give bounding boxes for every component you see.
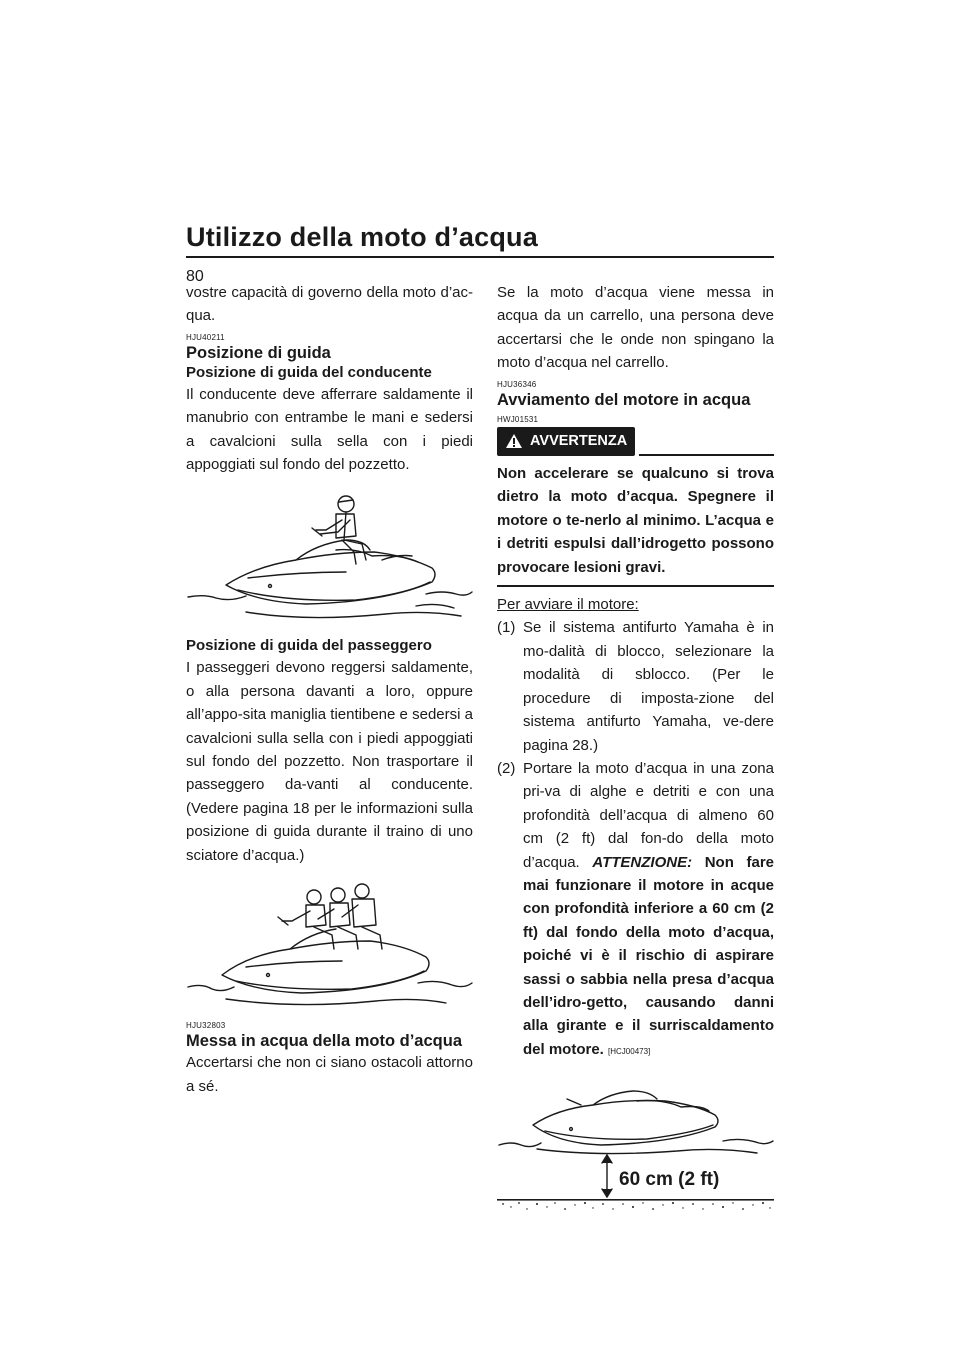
step-number: (2) [497,759,516,777]
launch-text: Accertarsi che non ci siano ostacoli attorno a sé. [186,1054,473,1095]
caution-text: Non fare mai funzionare il motore in acque con profondità inferiore a 60 cm (2 ft) dal fondo della moto d’acqua, poiché vi è il rischio di aspirare sassi o sabbia nella presa d’acqua dell’idro-getto, causando danni alla girante e il surriscaldamento del motore. [523,853,775,1058]
caution-label: ATTENZIONE: [592,853,693,871]
left-column [186,281,473,1098]
section-title-launching: Messa in acqua della moto d’acqua [186,1032,462,1051]
reference-code: HJU36346 [497,379,537,389]
page-number: 80 [186,268,204,285]
step-number: (1) [497,619,516,637]
caution-code: [HCJ00473] [608,1046,651,1056]
warning-divider [639,454,774,456]
section-title-starting-engine: Avviamento del motore in acqua [497,390,751,409]
step-content [523,757,774,1063]
intro-text: vostre capacità di governo della moto d’ac-qua. [186,284,473,325]
driver-text: Il conducente deve afferrare saldamente il manubrio con entrambe le mani e sedersi a cavalcioni sulla sella con i piedi appoggiati sul fondo del pozzetto. [186,385,473,474]
list-item [497,616,774,756]
reference-code: HWJ01531 [497,414,539,424]
warning-triangle-icon [505,433,523,449]
step-text: Portare la moto d’acqua in una zona pri-va di alghe e detriti e con una profondità dell’acqua di almeno 60 cm (2 ft) dal fon-do della moto d’acqua. [523,759,774,871]
warning-divider [497,585,774,587]
list-item [497,757,774,1063]
passengers-illustration [186,883,473,1013]
seabed-texture [497,1199,774,1210]
warning-badge [497,427,635,456]
passenger-heading: Posizione di guida del passeggero [186,637,432,655]
passenger-text: I passeggeri devono reggersi saldamente, o alla persona davanti a loro, oppure all’appo-sita maniglia tientibene e sedersi a cavalcioni sulla sella con i piedi appoggiati sul fondo del pozzetto. Non trasportare il passeggero da-vanti al conducente. (Vedere pagina 18 per le informazioni sulla posizione di guida durante il traino di uno sciatore d’acqua.) [186,659,473,864]
depth-illustration [497,1083,774,1213]
launch-continued-text: Se la moto d’acqua viene messa in acqua da un carrello, una persona deve accertarsi che le onde non spingano la moto d’acqua nel carrello. [497,284,774,372]
reference-code: HJU40211 [186,332,225,342]
reference-code: HJU32803 [186,1021,226,1031]
warning-text: Non accelerare se qualcuno si trova dietro la moto d’acqua. Spegnere il motore o te-nerlo al minimo. L’acqua e i detriti espulsi dall’idrogetto possono provocare lesioni gravi. [497,465,774,576]
page-title: Utilizzo della moto d’acqua [186,222,538,252]
warning-label: AVVERTENZA [530,432,628,449]
right-column [497,281,774,1213]
driver-heading: Posizione di guida del conducente [186,363,432,381]
procedure-steps [497,616,774,1063]
depth-label: 60 cm (2 ft) [619,1169,720,1191]
warning-header [497,427,774,456]
section-title-riding-position: Posizione di guida [186,343,331,362]
title-divider [186,256,774,258]
driver-illustration [186,490,473,630]
step-text: Se il sistema antifurto Yamaha è in mo-dalità di blocco, selezionare la modalità di sblocco. (Per le procedure di imposta-zione del sistema antifurto Yamaha, ve-dere pagina 28.) [523,619,774,754]
procedure-heading: Per avviare il motore: [497,596,639,614]
